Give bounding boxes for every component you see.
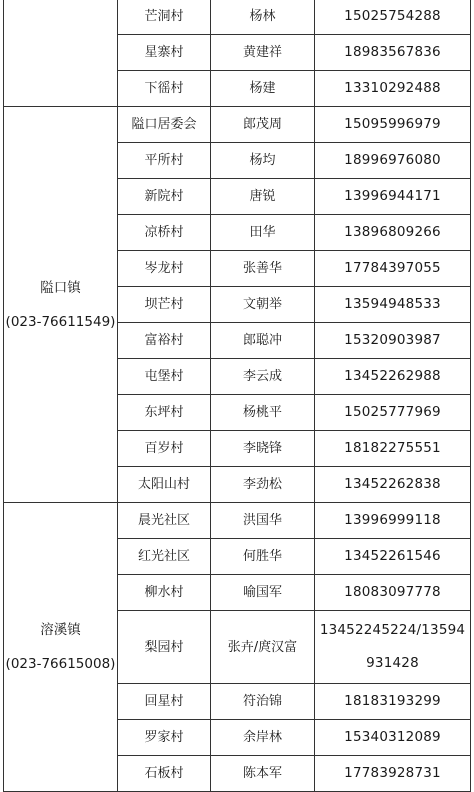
phone-cell: 13896809266 [315,215,471,251]
person-cell: 杨桃平 [211,395,315,431]
table-row [4,0,471,35]
person-cell: 杨均 [211,143,315,179]
phone-cell: 18182275551 [315,431,471,467]
contact-table-body [4,0,471,792]
person-cell: 符治锦 [211,684,315,720]
town-phone: (023-76611549) [5,313,116,330]
village-cell: 下徭村 [118,71,211,107]
phone-cell: 17784397055 [315,251,471,287]
phone-cell: 13452262988 [315,359,471,395]
person-cell: 张善华 [211,251,315,287]
person-cell: 李劲松 [211,467,315,503]
village-cell: 罗家村 [118,720,211,756]
village-cell: 岑龙村 [118,251,211,287]
village-cell: 新院村 [118,179,211,215]
village-cell: 红光社区 [118,539,211,575]
phone-cell: 13452262838 [315,467,471,503]
person-cell: 田华 [211,215,315,251]
phone-cell: 13996944171 [315,179,471,215]
person-cell: 文朝举 [211,287,315,323]
town-name: 隘口镇 [40,279,81,296]
person-cell: 洪国华 [211,503,315,539]
phone-cell: 18983567836 [315,35,471,71]
town-name: 溶溪镇 [40,622,81,638]
table-row [4,503,471,539]
person-cell: 郎聪冲 [211,323,315,359]
village-cell: 坝芒村 [118,287,211,323]
phone-cell: 18996976080 [315,143,471,179]
village-cell: 百岁村 [118,431,211,467]
phone-cell: 13452261546 [315,539,471,575]
phone-cell: 13452245224/13594931428 [315,611,471,684]
table-row [4,107,471,143]
phone-cell: 17783928731 [315,756,471,792]
phone-cell: 15340312089 [315,720,471,756]
village-cell: 太阳山村 [118,467,211,503]
phone-cell: 13996999118 [315,503,471,539]
contact-table [3,0,471,792]
person-cell: 余岸林 [211,720,315,756]
village-cell: 星寨村 [118,35,211,71]
phone-cell: 18083097778 [315,575,471,611]
person-cell: 喻国军 [211,575,315,611]
person-cell: 张卉/庹汉富 [211,611,315,684]
village-cell: 回星村 [118,684,211,720]
village-cell: 富裕村 [118,323,211,359]
village-cell: 隘口居委会 [118,107,211,143]
phone-cell: 13594948533 [315,287,471,323]
phone-cell: 15025777969 [315,395,471,431]
village-cell: 东坪村 [118,395,211,431]
person-cell: 黄建祥 [211,35,315,71]
person-cell: 杨建 [211,71,315,107]
person-cell: 李云成 [211,359,315,395]
person-cell: 陈本军 [211,756,315,792]
town-cell [4,503,118,792]
phone-cell: 15320903987 [315,323,471,359]
person-cell: 李晓锋 [211,431,315,467]
phone-cell: 13310292488 [315,71,471,107]
village-cell: 芒洞村 [118,0,211,35]
town-cell [4,0,118,107]
person-cell: 杨林 [211,0,315,35]
person-cell: 唐锐 [211,179,315,215]
village-cell: 梨园村 [118,611,211,684]
phone-cell: 15025754288 [315,0,471,35]
town-cell [4,107,118,503]
village-cell: 屯堡村 [118,359,211,395]
village-cell: 平所村 [118,143,211,179]
phone-cell: 18183193299 [315,684,471,720]
person-cell: 郎茂周 [211,107,315,143]
village-cell: 凉桥村 [118,215,211,251]
town-phone: (023-76615008) [5,656,116,672]
person-cell: 何胜华 [211,539,315,575]
village-cell: 晨光社区 [118,503,211,539]
village-cell: 石板村 [118,756,211,792]
village-cell: 柳水村 [118,575,211,611]
phone-cell: 15095996979 [315,107,471,143]
